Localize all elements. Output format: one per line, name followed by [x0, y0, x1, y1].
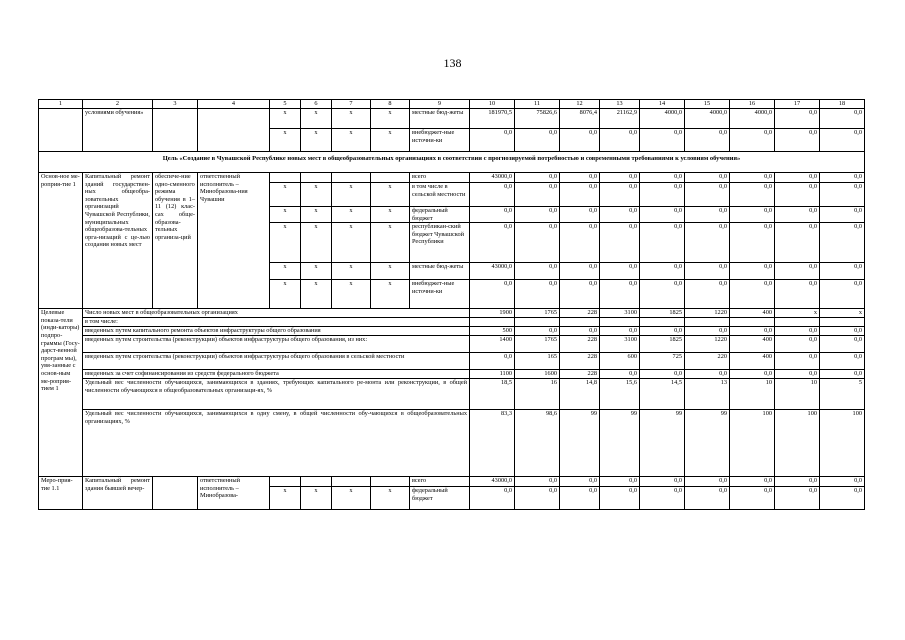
value-cell: 14,8: [560, 379, 600, 410]
funding-source-cell: внебюджет-ные источни-ки: [410, 129, 470, 152]
value-cell: 15,6: [600, 379, 640, 410]
value-cell: 0,0: [775, 280, 820, 309]
value-cell: 0,0: [685, 263, 730, 280]
value-cell: 100: [775, 410, 820, 477]
value-cell: 0,0: [775, 370, 820, 379]
value-cell: [820, 318, 865, 327]
event-number-cell: Меро-прия-тие 1.1: [39, 477, 83, 510]
value-cell: 43000,0: [470, 173, 515, 183]
value-cell: 43000,0: [470, 477, 515, 487]
mark-cell: x: [332, 207, 371, 223]
value-cell: 98,6: [515, 410, 560, 477]
indicator-label-cell: введенных за счет софинансирования из средств федерального бюджета: [83, 370, 470, 379]
value-cell: 500: [470, 327, 515, 336]
value-cell: 18,5: [470, 379, 515, 410]
column-number-cell: 9: [410, 100, 470, 109]
mark-cell: x: [301, 183, 332, 207]
empty-cell: [153, 109, 198, 152]
value-cell: 0,0: [470, 183, 515, 207]
value-cell: [560, 318, 600, 327]
value-cell: 0,0: [685, 370, 730, 379]
value-cell: 0,0: [775, 109, 820, 129]
value-cell: 0,0: [640, 370, 685, 379]
column-number-cell: 17: [775, 100, 820, 109]
mark-cell: x: [270, 487, 301, 510]
value-cell: 0,0: [775, 353, 820, 370]
value-cell: 400: [730, 353, 775, 370]
goal-row: [39, 152, 865, 173]
value-cell: 0,0: [600, 280, 640, 309]
mark-cell: x: [270, 207, 301, 223]
funding-source-cell: всего: [410, 477, 470, 487]
value-cell: 8076,4: [560, 109, 600, 129]
goal-heading: Цель «Создание в Чувашской Республике новых мест в общеобразовательных организациях в соответствии с прогнозируемой потребностью и современными требованиями к условиям обучения»: [39, 152, 865, 173]
event-goal-cell: [153, 477, 198, 510]
value-cell: 0,0: [685, 129, 730, 152]
value-cell: 99: [640, 410, 685, 477]
value-cell: 5: [820, 379, 865, 410]
mark-cell: x: [371, 183, 410, 207]
indicator-label-cell: в том числе:: [83, 318, 470, 327]
event-name-cell: Капитальный ремонт зданий государствен-ных общеобра-зовательных организаций Чувашской Республики, муниципальных общеобразова-тельных орга-низаций с це-лью создания новых мест: [83, 173, 153, 309]
value-cell: 3100: [600, 309, 640, 318]
value-cell: 0,0: [775, 263, 820, 280]
value-cell: 0,0: [820, 477, 865, 487]
funding-source-cell: республикан-ский бюджет Чувашской Республики: [410, 223, 470, 263]
value-cell: 0,0: [640, 327, 685, 336]
indicator-row: [39, 318, 865, 327]
column-number-cell: 12: [560, 100, 600, 109]
indicator-row: [39, 336, 865, 353]
funding-source-cell: всего: [410, 173, 470, 183]
mark-cell: x: [270, 129, 301, 152]
mark-cell: [371, 477, 410, 487]
indicator-label-cell: введенных путем строительства (реконструкции) объектов инфраструктуры общего образования, из них:: [83, 336, 470, 353]
value-cell: 16: [515, 379, 560, 410]
value-cell: 0,0: [730, 129, 775, 152]
value-cell: 0,0: [730, 263, 775, 280]
page-number: 138: [443, 56, 462, 70]
mark-cell: [301, 173, 332, 183]
value-cell: 0,0: [600, 207, 640, 223]
value-cell: 99: [685, 410, 730, 477]
value-cell: 0,0: [515, 207, 560, 223]
value-cell: 0,0: [515, 129, 560, 152]
value-cell: 0,0: [820, 183, 865, 207]
value-cell: 1220: [685, 336, 730, 353]
value-cell: 0,0: [640, 477, 685, 487]
value-cell: 1765: [515, 336, 560, 353]
value-cell: 0,0: [820, 223, 865, 263]
value-cell: 1765: [515, 309, 560, 318]
value-cell: 4000,0: [685, 109, 730, 129]
value-cell: 1400: [470, 336, 515, 353]
value-cell: 1825: [640, 336, 685, 353]
mark-cell: x: [270, 280, 301, 309]
funding-source-cell: местные бюд-жеты: [410, 263, 470, 280]
value-cell: 0,0: [685, 280, 730, 309]
column-number-cell: 3: [153, 100, 198, 109]
value-cell: 0,0: [515, 477, 560, 487]
value-cell: 0,0: [775, 336, 820, 353]
value-cell: 0,0: [470, 280, 515, 309]
value-cell: 1600: [515, 370, 560, 379]
value-cell: 0,0: [600, 327, 640, 336]
mark-cell: x: [301, 263, 332, 280]
funding-source-cell: внебюджет-ные источни-ки: [410, 280, 470, 309]
event-goal-cell: обеспече-ние одно-сменного режима обучения в 1–11 (12) клас-сах обще-образова-тельных организа-ций: [153, 173, 198, 309]
value-cell: 0,0: [820, 336, 865, 353]
value-cell: 0,0: [515, 173, 560, 183]
mark-cell: [270, 173, 301, 183]
value-cell: 0,0: [640, 280, 685, 309]
value-cell: 0,0: [685, 173, 730, 183]
mark-cell: x: [371, 129, 410, 152]
value-cell: 0,0: [640, 223, 685, 263]
value-cell: 0,0: [600, 263, 640, 280]
value-cell: 0,0: [515, 183, 560, 207]
value-cell: 0,0: [820, 370, 865, 379]
value-cell: 0,0: [560, 327, 600, 336]
column-number-cell: 15: [685, 100, 730, 109]
value-cell: 0,0: [515, 280, 560, 309]
indicator-row: [39, 379, 865, 410]
mark-cell: x: [301, 280, 332, 309]
value-cell: 228: [560, 309, 600, 318]
value-cell: 0,0: [560, 207, 600, 223]
mark-cell: x: [332, 109, 371, 129]
value-cell: 0,0: [775, 173, 820, 183]
value-cell: 83,3: [470, 410, 515, 477]
value-cell: 0,0: [640, 207, 685, 223]
value-cell: 100: [730, 410, 775, 477]
mark-cell: x: [332, 263, 371, 280]
empty-cell: [198, 109, 270, 152]
value-cell: 43000,0: [470, 263, 515, 280]
value-cell: 0,0: [560, 129, 600, 152]
value-cell: 0,0: [820, 353, 865, 370]
column-number-cell: 1: [39, 100, 83, 109]
value-cell: 0,0: [560, 280, 600, 309]
value-cell: 0,0: [820, 487, 865, 510]
value-cell: 1100: [470, 370, 515, 379]
value-cell: [685, 318, 730, 327]
value-cell: 0,0: [600, 487, 640, 510]
value-cell: 0,0: [685, 327, 730, 336]
value-cell: 0,0: [685, 477, 730, 487]
value-cell: 0,0: [560, 183, 600, 207]
column-number-cell: 8: [371, 100, 410, 109]
value-cell: 0,0: [600, 223, 640, 263]
column-number-cell: 10: [470, 100, 515, 109]
value-cell: 4000,0: [640, 109, 685, 129]
value-cell: 0,0: [775, 129, 820, 152]
mark-cell: x: [371, 223, 410, 263]
value-cell: 0,0: [560, 173, 600, 183]
indicator-row: [39, 327, 865, 336]
value-cell: 21162,9: [600, 109, 640, 129]
value-cell: 13: [685, 379, 730, 410]
value-cell: 0,0: [775, 487, 820, 510]
value-cell: 3100: [600, 336, 640, 353]
table-row: [39, 173, 865, 183]
funding-source-cell: в том числе в сельской местности: [410, 183, 470, 207]
value-cell: [470, 318, 515, 327]
value-cell: 10: [775, 379, 820, 410]
value-cell: 0,0: [730, 327, 775, 336]
value-cell: 725: [640, 353, 685, 370]
value-cell: 0,0: [820, 263, 865, 280]
mark-cell: x: [270, 183, 301, 207]
value-cell: 0,0: [820, 207, 865, 223]
value-cell: 0,0: [515, 487, 560, 510]
mark-cell: x: [270, 223, 301, 263]
value-cell: 0,0: [730, 280, 775, 309]
mark-cell: x: [332, 223, 371, 263]
value-cell: 1825: [640, 309, 685, 318]
value-cell: 0,0: [560, 223, 600, 263]
value-cell: [515, 318, 560, 327]
value-cell: x: [820, 309, 865, 318]
value-cell: 0,0: [515, 223, 560, 263]
mark-cell: [332, 477, 371, 487]
value-cell: 1220: [685, 309, 730, 318]
value-cell: 0,0: [640, 263, 685, 280]
mark-cell: x: [301, 487, 332, 510]
value-cell: 181970,5: [470, 109, 515, 129]
value-cell: 0,0: [730, 173, 775, 183]
column-number-cell: 4: [198, 100, 270, 109]
value-cell: 0,0: [820, 109, 865, 129]
mark-cell: x: [371, 109, 410, 129]
value-cell: 99: [600, 410, 640, 477]
value-cell: 1900: [470, 309, 515, 318]
funding-source-cell: местные бюд-жеты: [410, 109, 470, 129]
value-cell: 100: [820, 410, 865, 477]
event-name-cell: условиями обучения»: [83, 109, 153, 152]
column-number-cell: 14: [640, 100, 685, 109]
indicator-label-cell: введенных путем капитального ремонта объектов инфраструктуры общего образования: [83, 327, 470, 336]
value-cell: 0,0: [775, 207, 820, 223]
value-cell: 0,0: [640, 129, 685, 152]
column-number-cell: 7: [332, 100, 371, 109]
mark-cell: [301, 477, 332, 487]
value-cell: 99: [560, 410, 600, 477]
value-cell: 400: [730, 309, 775, 318]
value-cell: 0,0: [820, 327, 865, 336]
value-cell: 0,0: [685, 207, 730, 223]
program-table: [38, 99, 865, 510]
column-number-cell: 2: [83, 100, 153, 109]
value-cell: [600, 318, 640, 327]
empty-cell: [39, 109, 83, 152]
value-cell: 165: [515, 353, 560, 370]
value-cell: 0,0: [640, 487, 685, 510]
value-cell: 0,0: [640, 183, 685, 207]
value-cell: 0,0: [515, 327, 560, 336]
value-cell: [775, 318, 820, 327]
value-cell: 0,0: [820, 280, 865, 309]
indicator-label-cell: Удельный вес численности обучающихся, занимающихся в зданиях, требующих капитального ре-монта или реконструкции, в общей численности обучающихся в общеобразовательных организаци-ях, %: [83, 379, 470, 410]
value-cell: 0,0: [730, 487, 775, 510]
value-cell: 0,0: [820, 129, 865, 152]
value-cell: 0,0: [600, 173, 640, 183]
column-number-cell: 13: [600, 100, 640, 109]
value-cell: 228: [560, 353, 600, 370]
mark-cell: x: [332, 183, 371, 207]
indicator-row: [39, 353, 865, 370]
mark-cell: x: [332, 280, 371, 309]
mark-cell: x: [270, 109, 301, 129]
header-row: [39, 100, 865, 109]
column-number-cell: 18: [820, 100, 865, 109]
indicator-label-cell: Удельный вес численности обучающихся, занимающихся в одну смену, в общей численности обу-чающихся в общеобразовательных организациях, %: [83, 410, 470, 477]
indicator-row: [39, 309, 865, 318]
value-cell: 0,0: [470, 129, 515, 152]
value-cell: 220: [685, 353, 730, 370]
table-row: [39, 477, 865, 487]
indicators-heading-cell: Целевые показа-тели (инди-каторы) подпро-граммы (Госу-дарст-венной програм мы), увя-занные с основ-ным ме-роприя-тием 1: [39, 309, 83, 477]
mark-cell: x: [371, 207, 410, 223]
value-cell: 0,0: [560, 263, 600, 280]
value-cell: 228: [560, 336, 600, 353]
value-cell: 0,0: [730, 207, 775, 223]
value-cell: 0,0: [470, 353, 515, 370]
executor-cell: ответственный исполнитель – Минобразова-: [198, 477, 270, 510]
value-cell: 0,0: [730, 477, 775, 487]
value-cell: 14,5: [640, 379, 685, 410]
value-cell: 228: [560, 370, 600, 379]
mark-cell: x: [301, 109, 332, 129]
event-number-cell: Основ-ное ме-роприя-тие 1: [39, 173, 83, 309]
value-cell: 0,0: [775, 327, 820, 336]
value-cell: 0,0: [600, 370, 640, 379]
value-cell: 0,0: [775, 183, 820, 207]
value-cell: 400: [730, 336, 775, 353]
indicator-label-cell: Число новых мест в общеобразовательных организациях: [83, 309, 470, 318]
value-cell: 0,0: [775, 223, 820, 263]
mark-cell: x: [371, 280, 410, 309]
value-cell: 0,0: [685, 487, 730, 510]
value-cell: 600: [600, 353, 640, 370]
value-cell: 10: [730, 379, 775, 410]
value-cell: 0,0: [600, 129, 640, 152]
column-number-cell: 6: [301, 100, 332, 109]
value-cell: 0,0: [730, 223, 775, 263]
value-cell: 0,0: [560, 487, 600, 510]
value-cell: 0,0: [600, 477, 640, 487]
value-cell: 0,0: [470, 223, 515, 263]
executor-cell: ответственный исполнитель – Минобразова-ния Чувашии: [198, 173, 270, 309]
mark-cell: x: [371, 263, 410, 280]
value-cell: 0,0: [560, 477, 600, 487]
mark-cell: [270, 477, 301, 487]
value-cell: 0,0: [470, 207, 515, 223]
mark-cell: x: [301, 223, 332, 263]
mark-cell: x: [301, 129, 332, 152]
value-cell: [730, 318, 775, 327]
value-cell: 0,0: [820, 173, 865, 183]
mark-cell: [371, 173, 410, 183]
value-cell: [640, 318, 685, 327]
funding-source-cell: федеральный бюджет: [410, 487, 470, 510]
mark-cell: x: [332, 487, 371, 510]
value-cell: 4000,0: [730, 109, 775, 129]
indicator-label-cell: введенных путем строительства (реконструкции) объектов инфраструктуры общего образования в сельской местности: [83, 353, 470, 370]
indicator-row: [39, 410, 865, 477]
indicator-row: [39, 370, 865, 379]
column-number-cell: 16: [730, 100, 775, 109]
value-cell: 0,0: [470, 487, 515, 510]
column-number-cell: 11: [515, 100, 560, 109]
value-cell: 0,0: [775, 477, 820, 487]
value-cell: 0,0: [685, 183, 730, 207]
value-cell: 0,0: [685, 223, 730, 263]
mark-cell: x: [301, 207, 332, 223]
mark-cell: [332, 173, 371, 183]
mark-cell: x: [270, 263, 301, 280]
column-number-cell: 5: [270, 100, 301, 109]
value-cell: 0,0: [730, 370, 775, 379]
funding-source-cell: федеральный бюджет: [410, 207, 470, 223]
value-cell: 0,0: [515, 263, 560, 280]
mark-cell: x: [332, 129, 371, 152]
value-cell: 0,0: [600, 183, 640, 207]
value-cell: 75826,6: [515, 109, 560, 129]
value-cell: x: [775, 309, 820, 318]
value-cell: 0,0: [640, 173, 685, 183]
table-row: [39, 109, 865, 129]
event-name-cell: Капитальный ремонт здания бывшей вечер-: [83, 477, 153, 510]
mark-cell: x: [371, 487, 410, 510]
value-cell: 0,0: [730, 183, 775, 207]
